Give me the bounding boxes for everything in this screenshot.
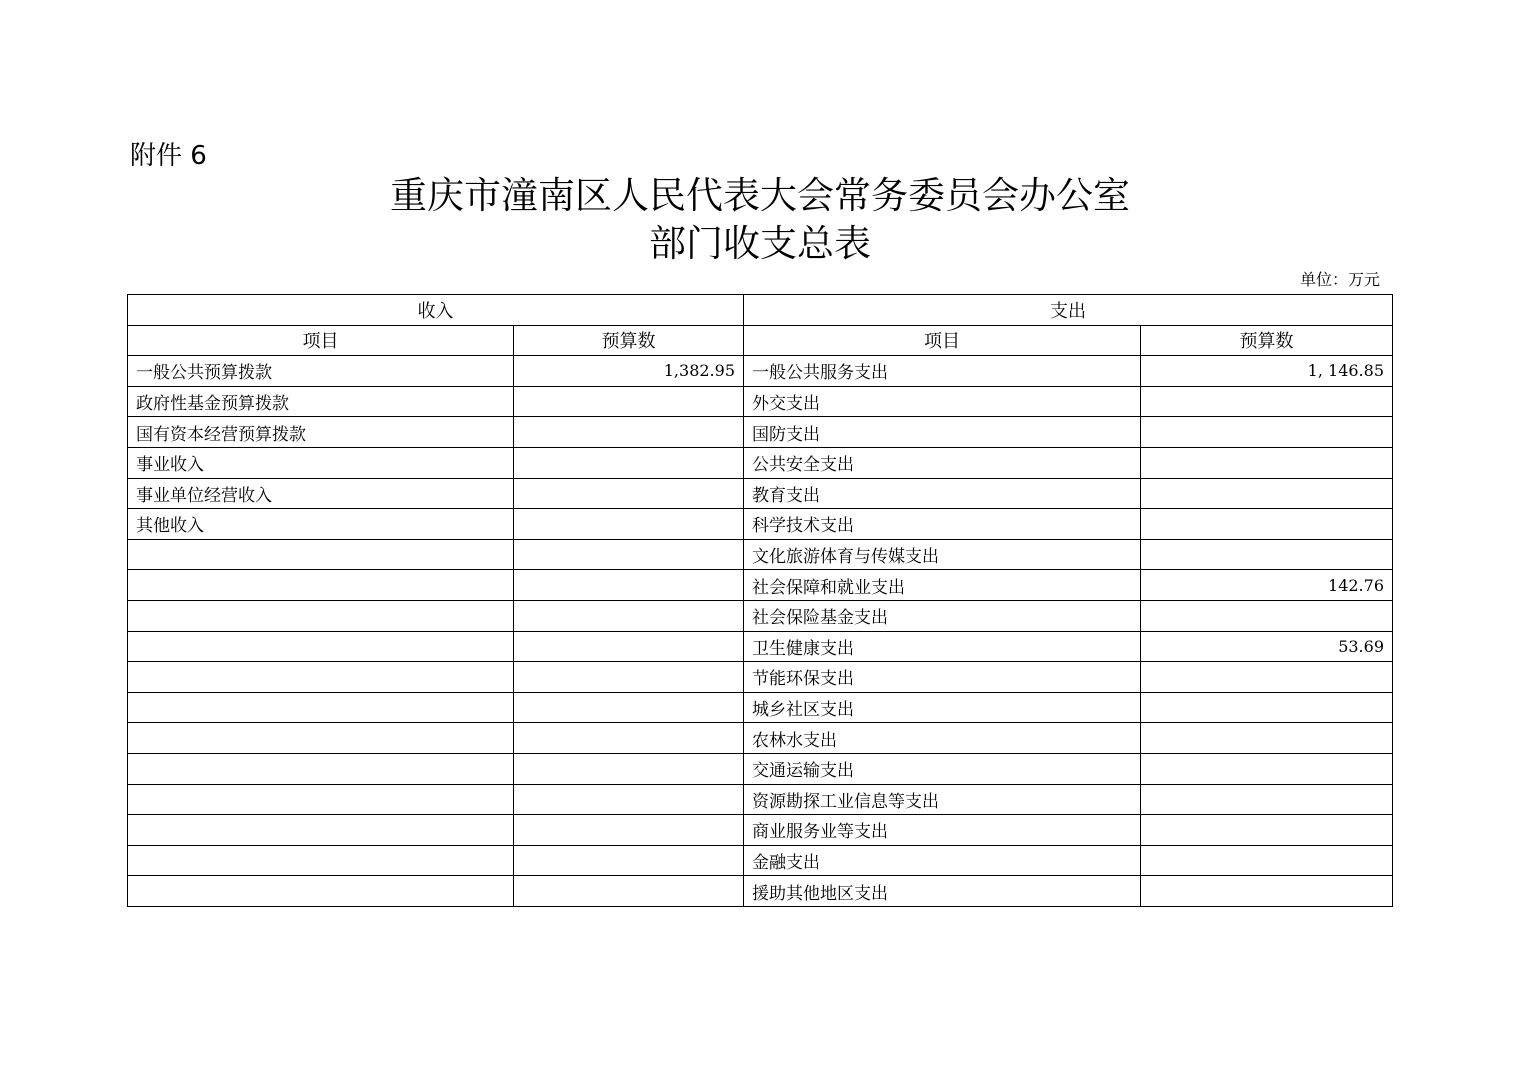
expense-header: 支出 xyxy=(744,295,1393,326)
table-row xyxy=(128,600,1393,631)
income-value-cell xyxy=(514,447,744,478)
table-row xyxy=(128,417,1393,448)
income-item-cell: 国有资本经营预算拨款 xyxy=(128,417,514,448)
budget-table xyxy=(127,294,1393,907)
table-row xyxy=(128,753,1393,784)
income-item-cell xyxy=(128,845,514,876)
income-value-cell xyxy=(514,845,744,876)
income-item-cell xyxy=(128,723,514,754)
income-item-cell xyxy=(128,876,514,907)
expense-value-cell xyxy=(1141,600,1393,631)
expense-value-cell: 1, 146.85 xyxy=(1141,356,1393,387)
expense-value-cell xyxy=(1141,723,1393,754)
expense-value-cell xyxy=(1141,386,1393,417)
expense-item-cell: 文化旅游体育与传媒支出 xyxy=(744,539,1141,570)
income-value-cell xyxy=(514,753,744,784)
expense-item-cell: 商业服务业等支出 xyxy=(744,815,1141,846)
income-value-cell xyxy=(514,784,744,815)
income-item-cell: 其他收入 xyxy=(128,509,514,540)
expense-value-cell xyxy=(1141,417,1393,448)
table-row xyxy=(128,815,1393,846)
expense-item-cell: 交通运输支出 xyxy=(744,753,1141,784)
income-item-header: 项目 xyxy=(128,325,514,356)
expense-value-cell xyxy=(1141,784,1393,815)
income-item-cell xyxy=(128,570,514,601)
table-row xyxy=(128,662,1393,693)
income-value-cell xyxy=(514,876,744,907)
income-item-cell: 政府性基金预算拨款 xyxy=(128,386,514,417)
document-title: 重庆市潼南区人民代表大会常务委员会办公室 xyxy=(390,174,1130,217)
expense-value-cell xyxy=(1141,845,1393,876)
group-header-row xyxy=(128,295,1393,326)
expense-item-cell: 教育支出 xyxy=(744,478,1141,509)
income-value-cell xyxy=(514,723,744,754)
expense-item-cell: 节能环保支出 xyxy=(744,662,1141,693)
table-row xyxy=(128,784,1393,815)
income-value-cell xyxy=(514,631,744,662)
expense-value-cell xyxy=(1141,539,1393,570)
column-header-row xyxy=(128,325,1393,356)
expense-value-cell xyxy=(1141,447,1393,478)
income-value-cell: 1,382.95 xyxy=(514,356,744,387)
income-item-cell: 事业单位经营收入 xyxy=(128,478,514,509)
table-row xyxy=(128,723,1393,754)
expense-item-cell: 外交支出 xyxy=(744,386,1141,417)
expense-value-cell xyxy=(1141,662,1393,693)
expense-item-cell: 金融支出 xyxy=(744,845,1141,876)
expense-value-cell xyxy=(1141,509,1393,540)
expense-item-cell: 社会保险基金支出 xyxy=(744,600,1141,631)
income-value-cell xyxy=(514,478,744,509)
expense-item-cell: 农林水支出 xyxy=(744,723,1141,754)
table-row xyxy=(128,356,1393,387)
expense-item-cell: 资源勘探工业信息等支出 xyxy=(744,784,1141,815)
income-value-cell xyxy=(514,692,744,723)
table-row xyxy=(128,447,1393,478)
income-value-cell xyxy=(514,417,744,448)
expense-value-cell xyxy=(1141,478,1393,509)
table-row xyxy=(128,692,1393,723)
table-row xyxy=(128,478,1393,509)
income-budget-header: 预算数 xyxy=(514,325,744,356)
document-subtitle: 部门收支总表 xyxy=(649,222,871,265)
income-value-cell xyxy=(514,570,744,601)
income-item-cell: 事业收入 xyxy=(128,447,514,478)
income-value-cell xyxy=(514,539,744,570)
table-row xyxy=(128,509,1393,540)
expense-item-cell: 国防支出 xyxy=(744,417,1141,448)
income-item-cell xyxy=(128,692,514,723)
table-row xyxy=(128,386,1393,417)
unit-label: 单位：万元 xyxy=(1299,270,1380,289)
attachment-label: 附件 6 xyxy=(130,141,207,171)
expense-item-cell: 援助其他地区支出 xyxy=(744,876,1141,907)
table-row xyxy=(128,845,1393,876)
expense-value-cell xyxy=(1141,876,1393,907)
expense-value-cell xyxy=(1141,815,1393,846)
expense-item-cell: 卫生健康支出 xyxy=(744,631,1141,662)
income-item-cell: 一般公共预算拨款 xyxy=(128,356,514,387)
expense-budget-header: 预算数 xyxy=(1141,325,1393,356)
income-value-cell xyxy=(514,815,744,846)
expense-item-cell: 城乡社区支出 xyxy=(744,692,1141,723)
expense-value-cell: 142.76 xyxy=(1141,570,1393,601)
expense-item-header: 项目 xyxy=(744,325,1141,356)
income-value-cell xyxy=(514,386,744,417)
income-header: 收入 xyxy=(128,295,744,326)
income-item-cell xyxy=(128,662,514,693)
income-item-cell xyxy=(128,815,514,846)
income-item-cell xyxy=(128,753,514,784)
income-value-cell xyxy=(514,600,744,631)
income-item-cell xyxy=(128,631,514,662)
income-item-cell xyxy=(128,600,514,631)
expense-item-cell: 一般公共服务支出 xyxy=(744,356,1141,387)
income-item-cell xyxy=(128,539,514,570)
expense-item-cell: 社会保障和就业支出 xyxy=(744,570,1141,601)
table-row xyxy=(128,570,1393,601)
expense-item-cell: 公共安全支出 xyxy=(744,447,1141,478)
income-value-cell xyxy=(514,662,744,693)
expense-value-cell: 53.69 xyxy=(1141,631,1393,662)
table-row xyxy=(128,539,1393,570)
table-body xyxy=(128,356,1393,907)
expense-value-cell xyxy=(1141,692,1393,723)
expense-value-cell xyxy=(1141,753,1393,784)
income-value-cell xyxy=(514,509,744,540)
expense-item-cell: 科学技术支出 xyxy=(744,509,1141,540)
table-row xyxy=(128,876,1393,907)
income-item-cell xyxy=(128,784,514,815)
table-row xyxy=(128,631,1393,662)
